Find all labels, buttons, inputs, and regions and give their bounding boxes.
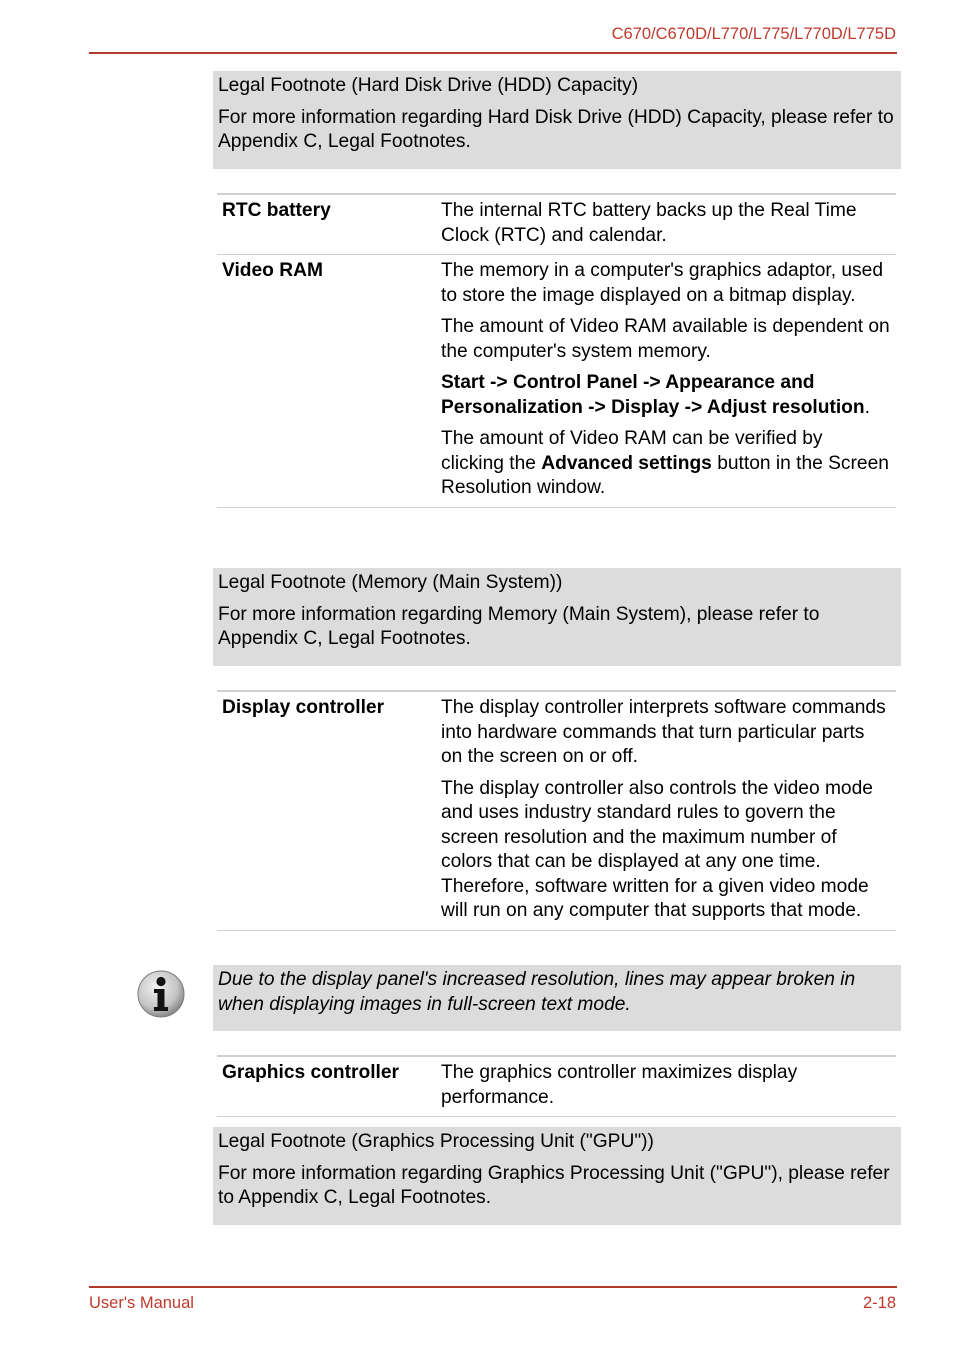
table-row-video-ram [217, 255, 896, 508]
term-rtc-battery: RTC battery [217, 194, 441, 255]
desc-text: The display controller interprets software commands into hardware commands that turn particular parts on the screen on or off. [441, 697, 886, 767]
desc-text: The graphics controller maximizes display performance. [441, 1062, 798, 1108]
menu-path-bold: Start -> Control Panel -> Appearance and Personalization -> Display -> Adjust resolution [441, 372, 865, 418]
footer-manual-title: User's Manual [89, 1294, 194, 1312]
term-video-ram: Video RAM [217, 255, 441, 508]
info-icon [136, 969, 186, 1019]
header-model: C670/C670D/L770/L775/L770D/L775D [611, 25, 896, 43]
text-span: button in the Screen Resolution window. [441, 452, 889, 498]
text-span: The amount of Video RAM can be verified by clicking the [441, 428, 823, 474]
desc-text: The internal RTC battery backs up the Real Time Clock (RTC) and calendar. [441, 200, 857, 246]
desc-display-controller [441, 691, 896, 930]
table-row-display-controller [217, 691, 896, 930]
legal-footnote-memory [213, 568, 901, 666]
note-text: For more information regarding Graphics Processing Unit ("GPU"), please refer to Appendix C, Legal Footnotes. [218, 1162, 890, 1208]
note-text: For more information regarding Memory (Main System), please refer to Appendix C, Legal Footnotes. [218, 603, 820, 649]
note-title: Legal Footnote (Graphics Processing Unit ("GPU")) [218, 1131, 654, 1152]
note-title: Legal Footnote (Hard Disk Drive (HDD) Capacity) [218, 75, 639, 96]
desc-text: The amount of Video RAM available is dependent on the computer's system memory. [441, 316, 890, 362]
legal-footnote-hdd [213, 71, 901, 169]
table-row-graphics-controller [217, 1056, 896, 1117]
desc-graphics-controller [441, 1056, 896, 1117]
menu-path [441, 371, 890, 420]
note-text: For more information regarding Hard Disk Drive (HDD) Capacity, please refer to Appendix C, Legal Footnotes. [218, 106, 894, 152]
info-note [213, 965, 901, 1031]
spec-table-graphics [217, 1055, 896, 1117]
note-title: Legal Footnote (Memory (Main System)) [218, 572, 563, 593]
desc-text: The memory in a computer's graphics adaptor, used to store the image displayed on a bitmap display. [441, 260, 883, 306]
advanced-settings-label: Advanced settings [541, 452, 712, 474]
spec-table-display [217, 690, 896, 931]
desc-text: The display controller also controls the video mode and uses industry standard rules to govern the screen resolution and the maximum number of colors that can be displayed at any one time. Therefore, software written for a given video mode will run on any computer that supports that mode. [441, 777, 873, 921]
desc-video-ram [441, 255, 896, 508]
table-row-rtc-battery [217, 194, 896, 255]
spec-table-memory [217, 193, 896, 508]
footer-rule [89, 1286, 897, 1288]
desc-rtc-battery [441, 194, 896, 255]
term-graphics-controller: Graphics controller [217, 1056, 441, 1117]
term-display-controller: Display controller [217, 691, 441, 930]
info-note-text: Due to the display panel's increased resolution, lines may appear broken in when displaying images in full-screen text mode. [218, 969, 856, 1015]
header-rule [89, 52, 897, 54]
menu-path-end: . [864, 396, 870, 418]
legal-footnote-gpu [213, 1127, 901, 1225]
desc-text [441, 427, 890, 501]
page-number: 2-18 [862, 1294, 896, 1312]
